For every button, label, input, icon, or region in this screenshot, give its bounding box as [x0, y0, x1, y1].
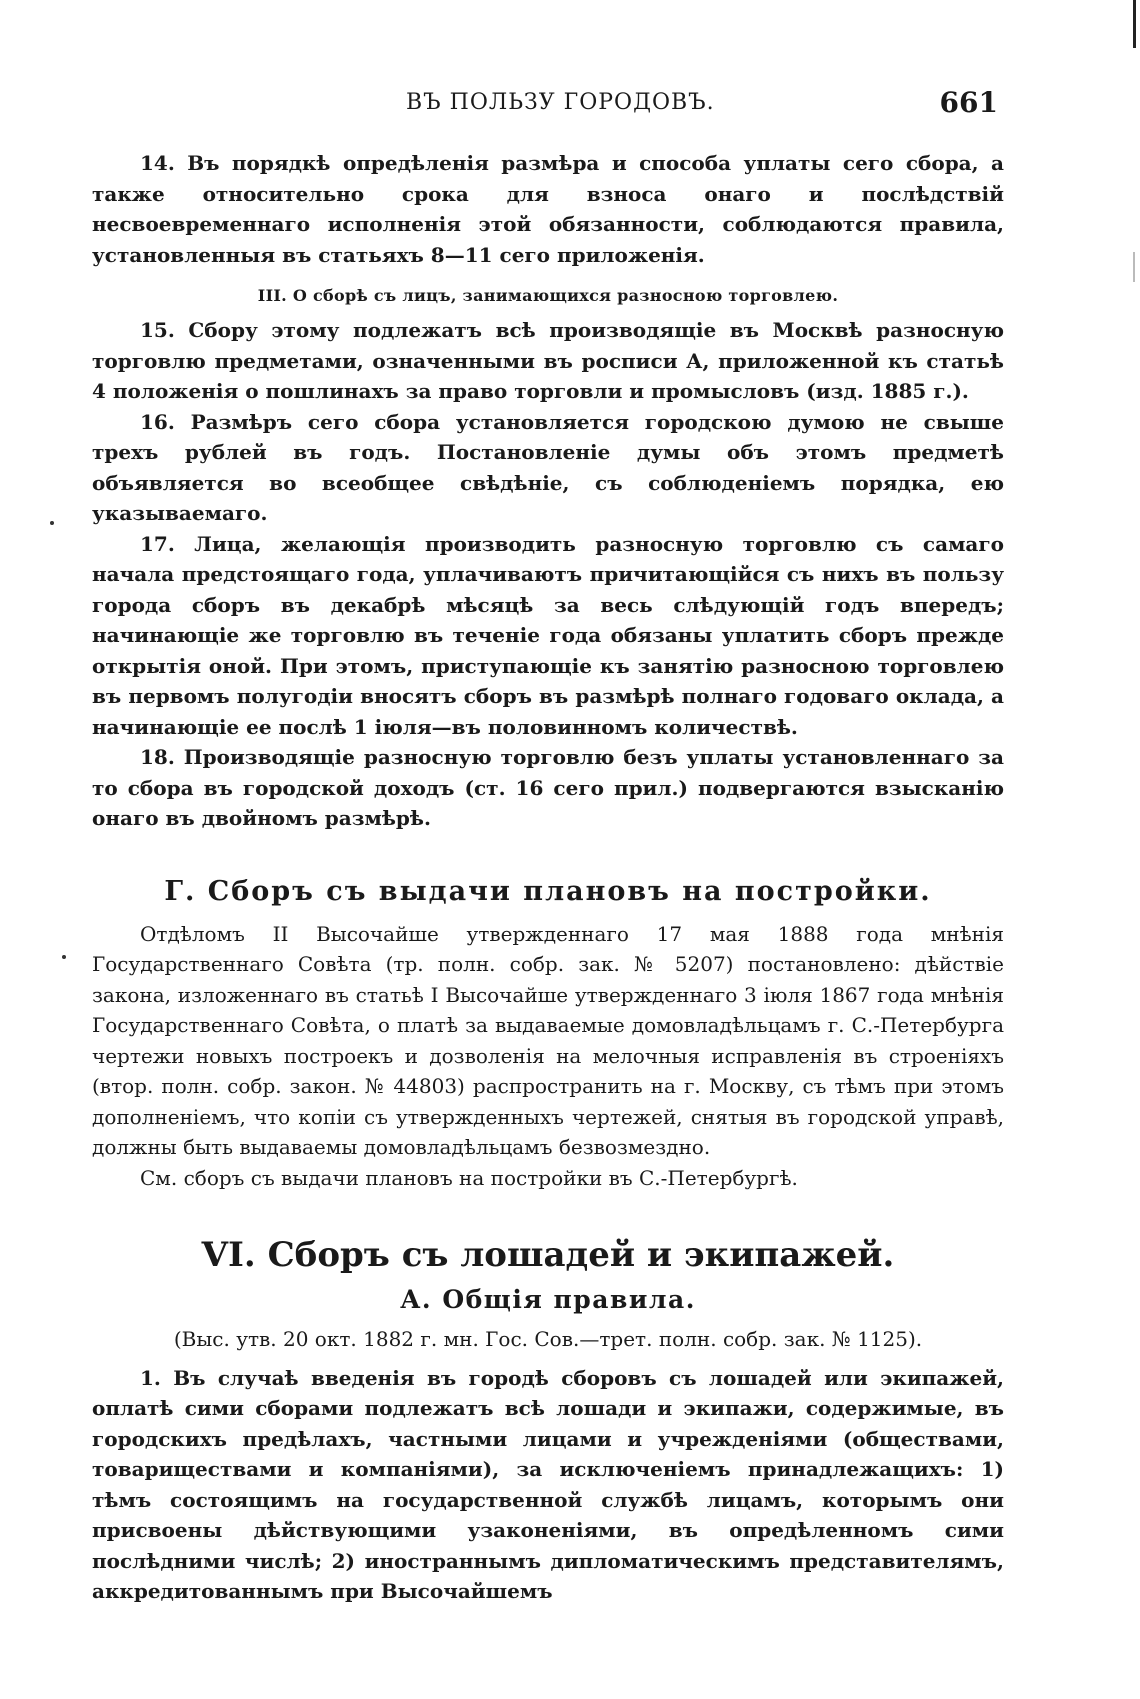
paragraph-14: 14. Въ порядкѣ опредѣленія размѣра и способа уплаты сего сбора, а также относительно срока для взноса онаго и послѣдствій несвоевременнаго исполненія этой обязанности, соблюдаются правила, установленныя въ статьяхъ 8—11 сего приложенія.	[92, 151, 1004, 267]
section-vi-subheading: А. Общія правила.	[400, 1285, 696, 1314]
section-vi-paragraph-1: 1. Въ случаѣ введенія въ городѣ сборовъ съ лошадей или экипажей, оплатѣ сими сборами подлежатъ всѣ лошади и экипажи, содержимые, въ городскихъ предѣлахъ, частными лицами и учрежденіями (обществами, товариществами и компаніями), за исключеніемъ принадлежащихъ: 1) тѣмъ состоящимъ на государственной службѣ лицамъ, которымъ они присвоены дѣйствующими узаконеніями, въ опредѣленномъ сими послѣдними числѣ; 2) иностраннымъ дипломатическимъ представителямъ, аккредитованнымъ при Высочайшемъ	[92, 1365, 1004, 1603]
paragraph-15: 15. Сбору этому подлежатъ всѣ производящіе въ Москвѣ разносную торговлю предметами, означенными въ росписи А, приложенной къ статьѣ 4 положенія о пошлинахъ за право торговли и промысловъ (изд. 1885 г.).	[92, 318, 1004, 403]
print-speck	[62, 955, 66, 959]
print-speck	[50, 521, 54, 525]
page-number: 661	[939, 86, 998, 119]
section-iii-subheading: III. О сборѣ съ лицъ, занимающихся разносною торговлею.	[257, 286, 839, 305]
paragraph-17: 17. Лица, желающія производить разносную торговлю съ самаго начала предстоящаго года, уплачиваютъ причитающійся съ нихъ въ пользу города сборъ въ декабрѣ мѣсяцѣ за весь слѣдующій годъ впередъ; начинающіе же торговлю въ теченіе года обязаны уплатить сборъ прежде открытія оной. При этомъ, приступающіе къ занятію разносною торговлею въ первомъ полугодіи вносятъ сборъ въ размѣрѣ полнаго годоваго оклада, а начинающіе ее послѣ 1 іюля—въ половинномъ количествѣ.	[92, 531, 1004, 739]
section-g-paragraph-1: Отдѣломъ II Высочайше утвержденнаго 17 мая 1888 года мнѣнія Государственнаго Совѣта (тр. полн. собр. зак. № 5207) постановлено: дѣйствіе закона, изложеннаго въ статьѣ I Высочайше утвержденнаго 3 іюля 1867 года мнѣнія Государственнаго Совѣта, о платѣ за выдаваемые домовладѣльцамъ г. С.-Петербурга чертежи новыхъ построекъ и дозволенія на мелочныя исправленія въ строеніяхъ (втор. полн. собр. закон. № 44803) распространить на г. Москву, съ тѣмъ при этомъ дополненіемъ, что копіи съ утвержденныхъ чертежей, снятыя въ городской управѣ, должны быть выдаваемы домовладѣльцамъ безвозмездно.	[92, 921, 1004, 1159]
page-header	[90, 86, 1010, 126]
law-citation: (Выс. утв. 20 окт. 1882 г. мн. Гос. Сов.—трет. полн. собр. зак. № 1125).	[173, 1327, 923, 1351]
page-edge-mark	[1133, 0, 1136, 48]
paragraph-16: 16. Размѣръ сего сбора установляется городскою думою не свыше трехъ рублей въ годъ. Постановленіе думы объ этомъ предметѣ объявляется во всеобщее свѣдѣніе, съ соблюденіемъ порядка, ею указываемаго.	[92, 409, 1004, 525]
paragraph-18: 18. Производящіе разносную торговлю безъ уплаты установленнаго за то сбора въ городской доходъ (ст. 16 сего прил.) подвергаются взысканію онаго въ двойномъ размѣрѣ.	[92, 745, 1004, 830]
page-edge-mark-faint	[1133, 252, 1135, 282]
section-g-paragraph-2: См. сборъ съ выдачи плановъ на постройки въ С.-Петербургѣ.	[140, 1165, 798, 1190]
section-g-heading: Г. Сборъ съ выдачи плановъ на постройки.	[164, 875, 932, 907]
running-title: ВЪ ПОЛЬЗУ ГОРОДОВЪ.	[406, 90, 715, 115]
page-body	[92, 148, 1004, 1607]
section-vi-heading: VI. Сборъ съ лошадей и экипажей.	[201, 1235, 895, 1275]
